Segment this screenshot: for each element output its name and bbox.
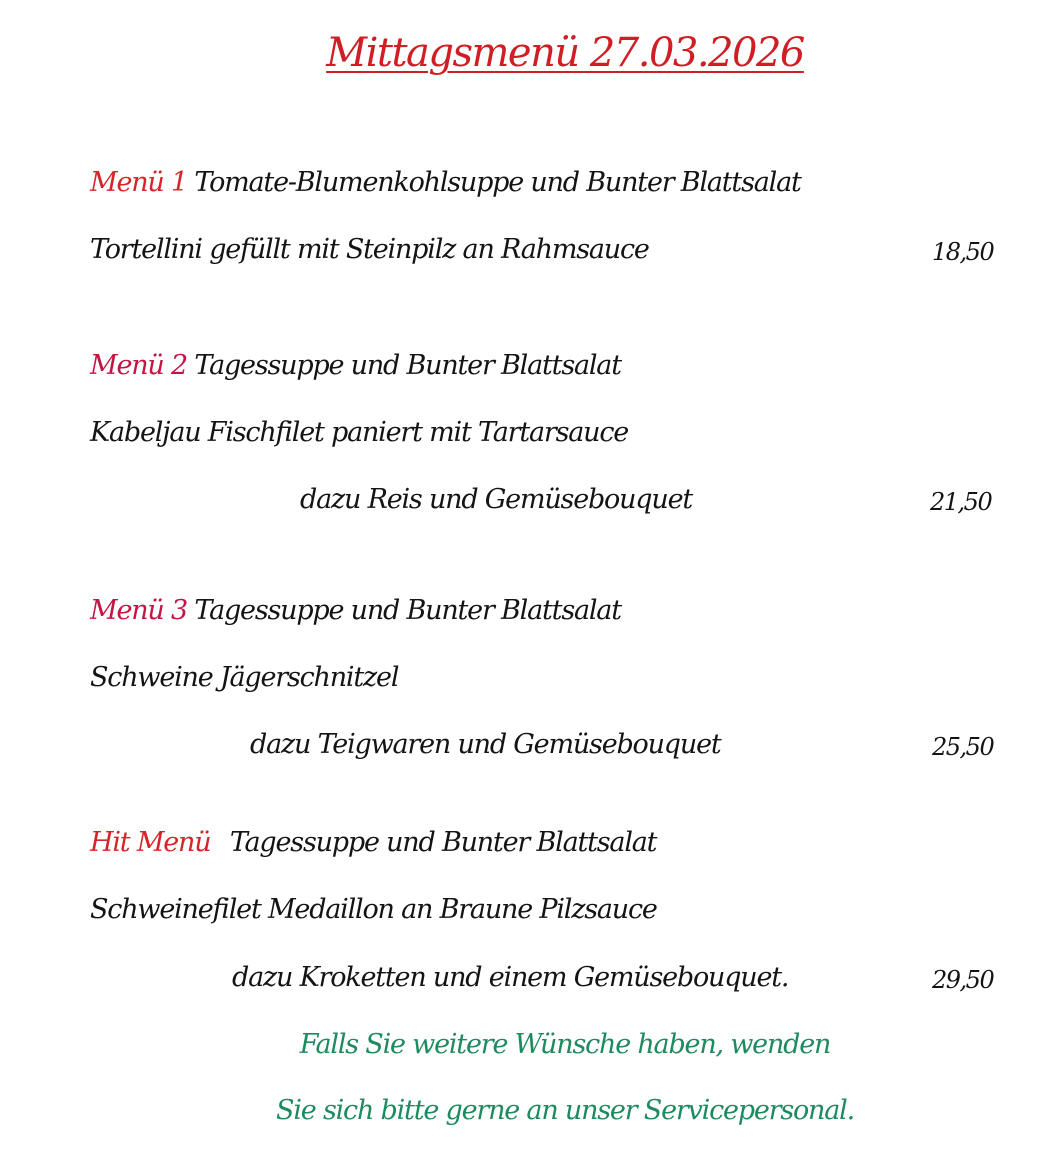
menu-1-starter-line bbox=[90, 166, 801, 200]
menu-1-starter: Tomate-Blumenkohlsuppe und Bunter Blattsalat bbox=[194, 167, 801, 198]
hit-menu-label: Hit Menü bbox=[90, 827, 211, 858]
hit-menu-starter: Tagessuppe und Bunter Blattsalat bbox=[229, 827, 657, 858]
page-title: Mittagsmenü 27.03.2026 bbox=[326, 30, 804, 76]
menu-3-label: Menü 3 bbox=[90, 595, 187, 626]
menu-2-side: dazu Reis und Gemüsebouquet bbox=[300, 484, 693, 515]
hit-menu-starter-line bbox=[90, 826, 656, 860]
hit-menu-main: Schweinefilet Medaillon an Braune Pilzsauce bbox=[90, 894, 657, 925]
menu-2-main: Kabeljau Fischfilet paniert mit Tartarsauce bbox=[90, 417, 629, 448]
menu-2-price: 21,50 bbox=[930, 488, 992, 516]
menu-1-label: Menü 1 bbox=[90, 167, 187, 198]
hit-menu-price: 29,50 bbox=[932, 966, 994, 994]
menu-3-price: 25,50 bbox=[932, 733, 994, 761]
menu-3-side: dazu Teigwaren und Gemüsebouquet bbox=[250, 729, 721, 760]
footer-note-line-2: Sie sich bitte gerne an unser Servicepersonal. bbox=[276, 1095, 854, 1126]
menu-2-starter: Tagessuppe und Bunter Blattsalat bbox=[194, 350, 621, 381]
footer-note-line-1: Falls Sie weitere Wünsche haben, wenden bbox=[299, 1029, 831, 1060]
menu-3-starter: Tagessuppe und Bunter Blattsalat bbox=[194, 595, 621, 626]
menu-3-starter-line bbox=[90, 594, 621, 628]
menu-1-price: 18,50 bbox=[932, 238, 994, 266]
menu-2-label: Menü 2 bbox=[90, 350, 187, 381]
hit-menu-side: dazu Kroketten und einem Gemüsebouquet. bbox=[232, 962, 789, 993]
menu-1-main: Tortellini gefüllt mit Steinpilz an Rahmsauce bbox=[90, 234, 649, 265]
menu-2-starter-line bbox=[90, 349, 621, 383]
menu-3-main: Schweine Jägerschnitzel bbox=[90, 662, 399, 693]
